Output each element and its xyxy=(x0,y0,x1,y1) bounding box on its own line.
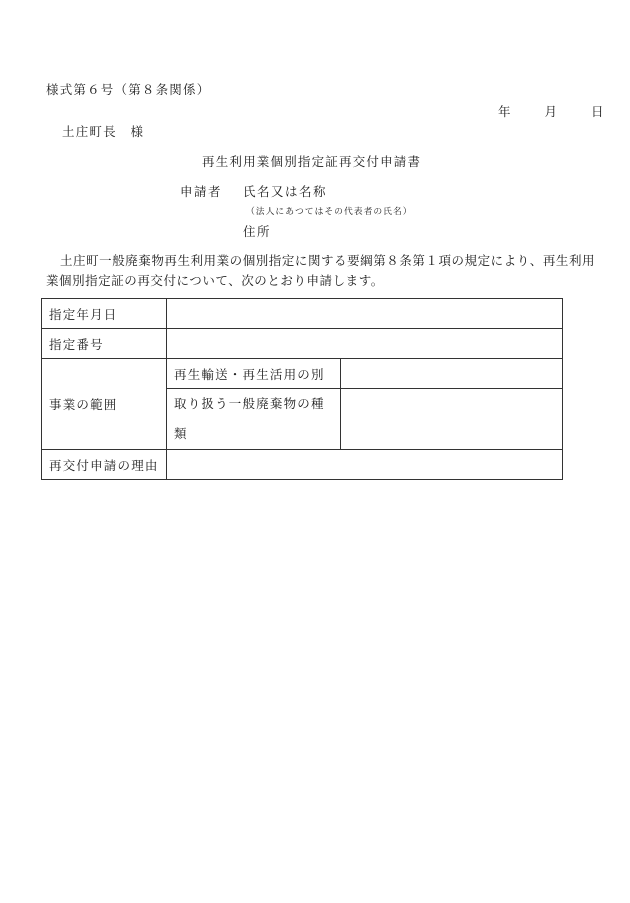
applicant-address-label: 住所 xyxy=(243,224,272,239)
table-row xyxy=(42,359,563,389)
business-scope-label: 事業の範囲 xyxy=(42,359,167,450)
waste-kind-field[interactable] xyxy=(341,389,563,450)
scope-type-field[interactable] xyxy=(341,359,563,389)
application-table xyxy=(41,298,563,480)
date-month-label: 月 xyxy=(544,104,558,119)
table-row xyxy=(42,329,563,359)
designation-number-field[interactable] xyxy=(167,329,563,359)
waste-kind-label-line2: 類 xyxy=(174,426,188,441)
designation-number-label: 指定番号 xyxy=(42,329,167,359)
date-line xyxy=(498,102,604,120)
applicant-note: （法人にあつてはその代表者の氏名） xyxy=(246,207,413,217)
date-year-label: 年 xyxy=(498,104,511,119)
reissue-reason-label: 再交付申請の理由 xyxy=(42,450,167,480)
document-title: 再生利用業個別指定証再交付申請書 xyxy=(202,154,422,169)
addressee: 土庄町長 様 xyxy=(62,124,145,139)
table-row xyxy=(42,450,563,480)
form-number: 様式第６号（第８条関係） xyxy=(46,82,211,97)
waste-kind-label-line1: 取り扱う一般廃棄物の種 xyxy=(174,396,325,411)
scope-type-label: 再生輸送・再生活用の別 xyxy=(167,359,341,389)
reissue-reason-field[interactable] xyxy=(167,450,563,480)
designation-date-field[interactable] xyxy=(167,299,563,329)
designation-date-label: 指定年月日 xyxy=(42,299,167,329)
applicant-name-label: 氏名又は名称 xyxy=(243,184,328,199)
body-paragraph: 土庄町一般廃棄物再生利用業の個別指定に関する要綱第８条第１項の規定により、再生利用業個別指定証の再交付について、次のとおり申請します。 xyxy=(46,253,596,288)
table-row xyxy=(42,299,563,329)
waste-kind-label xyxy=(167,389,341,450)
date-day-label: 日 xyxy=(591,104,604,119)
applicant-label: 申請者 xyxy=(180,184,223,199)
